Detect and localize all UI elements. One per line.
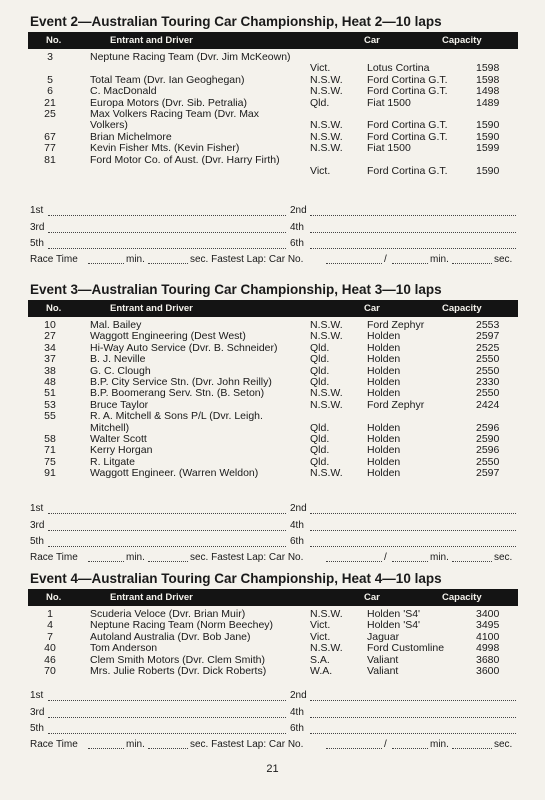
engine-capacity: 2596 (476, 444, 500, 457)
car-number: 1 (47, 608, 53, 620)
entrant-driver: R. Litgate (90, 455, 135, 468)
place-label-sixth: 6th (290, 723, 304, 734)
entrant-driver: Neptune Racing Team (Norm Beechey) (90, 619, 274, 632)
place-label-fifth: 5th (30, 723, 44, 734)
place-label-third: 3rd (30, 519, 45, 531)
result-line (28, 220, 518, 237)
car-number: 40 (44, 642, 56, 655)
state: N.S.W. (310, 142, 343, 155)
header-entrant: Entrant and Driver (110, 35, 193, 46)
car-model: Ford Cortina G.T. (367, 130, 448, 143)
engine-capacity: 2550 (476, 455, 500, 468)
header-no: No. (46, 592, 62, 603)
event-title: Event 4—Australian Touring Car Championship, Heat 4—10 laps (30, 571, 442, 586)
min-label: min. (126, 551, 145, 563)
entrant-driver: Bruce Taylor (90, 398, 149, 411)
header-capacity: Capacity (442, 592, 482, 603)
place-label-second: 2nd (290, 205, 307, 216)
state: N.S.W. (310, 85, 343, 98)
lap-minutes-fill[interactable] (392, 561, 428, 562)
state: W.A. (310, 664, 333, 677)
fill-line-sixth[interactable] (310, 248, 516, 249)
table-row (28, 411, 518, 422)
car-model: Ford Zephyr (367, 398, 425, 411)
lap-minutes-fill[interactable] (392, 748, 428, 749)
state: N.S.W. (310, 608, 343, 620)
event-title: Event 2—Australian Touring Car Championship, Heat 2—10 laps (30, 14, 442, 29)
engine-capacity: 1498 (476, 85, 500, 98)
result-line (28, 721, 518, 738)
car-model: Fiat 1500 (367, 142, 411, 155)
engine-capacity: 1489 (476, 96, 500, 109)
table-row (28, 354, 518, 365)
car-number: 4 (47, 619, 53, 632)
entrant-driver: B. J. Neville (90, 353, 146, 366)
race-time-label: Race Time (30, 551, 78, 563)
sec-fastest-label: sec. Fastest Lap: Car No. (190, 551, 304, 563)
entrant-driver: B.P. Boomerang Serv. Stn. (B. Seton) (90, 387, 265, 400)
place-label-third: 3rd (30, 221, 45, 233)
results-block (28, 203, 518, 267)
race-time-seconds-fill[interactable] (148, 561, 188, 562)
header-entrant: Entrant and Driver (110, 303, 193, 314)
header-entrant: Entrant and Driver (110, 592, 193, 603)
state: S.A. (310, 653, 330, 666)
fill-line-first[interactable] (48, 215, 286, 216)
race-time-seconds-fill[interactable] (148, 263, 188, 264)
lap-seconds-fill[interactable] (452, 263, 492, 264)
entrant-driver: Hi-Way Auto Service (Dvr. B. Schneider) (90, 341, 278, 354)
engine-capacity: 1598 (476, 62, 500, 75)
engine-capacity: 2550 (476, 364, 500, 377)
car-number: 70 (44, 664, 56, 677)
place-label-first: 1st (30, 205, 44, 216)
car-model: Fiat 1500 (367, 96, 411, 109)
lap-min-label: min. (430, 738, 449, 750)
entrant-driver: Walter Scott (90, 432, 147, 445)
table-header (28, 300, 518, 317)
car-number: 7 (47, 630, 53, 643)
car-number: 71 (44, 444, 56, 457)
state: Qld. (310, 455, 330, 468)
state: Vict. (310, 619, 331, 632)
car-model: Holden (367, 375, 401, 388)
car-number: 55 (44, 410, 56, 423)
table-row (28, 143, 518, 154)
car-model: Ford Zephyr (367, 319, 425, 331)
engine-capacity: 2597 (476, 467, 500, 480)
car-model: Holden (367, 364, 401, 377)
fill-line-fourth[interactable] (310, 232, 516, 233)
header-capacity: Capacity (442, 35, 482, 46)
event-section (28, 571, 518, 677)
table-row (28, 52, 518, 63)
header-car: Car (364, 592, 380, 603)
engine-capacity: 3680 (476, 653, 500, 666)
race-time-line (28, 551, 518, 565)
entry-list (28, 52, 518, 177)
fill-line-second[interactable] (310, 513, 516, 514)
lap-min-label: min. (430, 551, 449, 563)
entrant-driver: Volkers) (90, 119, 128, 132)
car-number: 53 (44, 398, 56, 411)
fill-line-second[interactable] (310, 700, 516, 701)
engine-capacity: 1590 (476, 130, 500, 143)
result-line (28, 688, 518, 705)
lap-sec-label: sec. (494, 551, 513, 563)
fill-line-sixth[interactable] (310, 546, 516, 547)
entrant-driver: G. C. Clough (90, 364, 151, 377)
fill-line-sixth[interactable] (310, 733, 516, 734)
race-time-line (28, 253, 518, 267)
entrant-driver: Max Volkers Racing Team (Dvr. Max (90, 107, 260, 120)
header-capacity: Capacity (442, 303, 482, 314)
lap-sec-label: sec. (494, 738, 513, 750)
engine-capacity: 4998 (476, 642, 500, 655)
fill-line-third[interactable] (48, 232, 286, 233)
fill-line-third[interactable] (48, 717, 286, 718)
car-number: 46 (44, 653, 56, 666)
place-label-sixth: 6th (290, 238, 304, 249)
fill-line-first[interactable] (48, 700, 286, 701)
car-model: Holden 'S4' (367, 608, 421, 620)
table-header (28, 32, 518, 49)
car-number: 6 (47, 85, 53, 98)
table-row (28, 643, 518, 654)
fill-line-first[interactable] (48, 513, 286, 514)
lap-seconds-fill[interactable] (452, 748, 492, 749)
engine-capacity: 2424 (476, 398, 500, 411)
state: Qld. (310, 341, 330, 354)
state: Qld. (310, 364, 330, 377)
result-line (28, 236, 518, 253)
result-line (28, 501, 518, 518)
state: Qld. (310, 96, 330, 109)
table-row (28, 166, 518, 177)
page-number: 21 (266, 763, 279, 775)
entrant-driver: Ford Motor Co. of Aust. (Dvr. Harry Firth) (90, 153, 280, 166)
state: Qld. (310, 421, 330, 434)
place-label-fourth: 4th (290, 706, 304, 718)
entrant-driver: R. A. Mitchell & Sons P/L (Dvr. Leigh. (90, 410, 263, 423)
lap-min-label: min. (430, 253, 449, 265)
car-number: 27 (44, 330, 56, 343)
state: Qld. (310, 375, 330, 388)
engine-capacity: 3600 (476, 664, 500, 677)
place-label-fifth: 5th (30, 536, 44, 547)
fill-line-fifth[interactable] (48, 546, 286, 547)
car-model: Ford Cortina G.T. (367, 164, 448, 177)
car-number-fill[interactable] (326, 263, 382, 264)
car-number: 75 (44, 455, 56, 468)
engine-capacity: 2550 (476, 353, 500, 366)
place-label-fourth: 4th (290, 519, 304, 531)
fill-line-fourth[interactable] (310, 717, 516, 718)
entrant-driver: Autoland Australia (Dvr. Bob Jane) (90, 630, 251, 643)
state: N.S.W. (310, 119, 343, 132)
car-model: Valiant (367, 653, 399, 666)
car-number: 5 (47, 73, 53, 86)
place-label-second: 2nd (290, 690, 307, 701)
car-model: Jaguar (367, 630, 400, 643)
car-model: Ford Cortina G.T. (367, 119, 448, 132)
state: N.S.W. (310, 330, 343, 343)
entrant-driver: Brian Michelmore (90, 130, 172, 143)
place-label-second: 2nd (290, 503, 307, 514)
place-label-sixth: 6th (290, 536, 304, 547)
car-model: Ford Customline (367, 642, 445, 655)
car-number: 67 (44, 130, 56, 143)
place-label-fifth: 5th (30, 238, 44, 249)
event-title: Event 3—Australian Touring Car Championship, Heat 3—10 laps (30, 282, 442, 297)
state: Vict. (310, 62, 331, 75)
state: N.S.W. (310, 130, 343, 143)
engine-capacity: 1598 (476, 73, 500, 86)
entrant-driver: Tom Anderson (90, 642, 158, 655)
race-time-line (28, 738, 518, 752)
header-car: Car (364, 35, 380, 46)
slash-label: / (384, 253, 387, 265)
car-number-fill[interactable] (326, 748, 382, 749)
engine-capacity: 4100 (476, 630, 500, 643)
race-time-minutes-fill[interactable] (88, 748, 124, 749)
state: Qld. (310, 353, 330, 366)
car-number: 10 (44, 319, 56, 331)
fill-line-third[interactable] (48, 530, 286, 531)
lap-seconds-fill[interactable] (452, 561, 492, 562)
car-model: Holden (367, 421, 401, 434)
table-row (28, 468, 518, 479)
car-number: 58 (44, 432, 56, 445)
table-row (28, 86, 518, 97)
car-model: Holden (367, 467, 401, 480)
results-block (28, 688, 518, 752)
entrant-driver: Kerry Horgan (90, 444, 153, 457)
engine-capacity: 2553 (476, 319, 500, 331)
car-model: Ford Cortina G.T. (367, 85, 448, 98)
entrant-driver: Waggott Engineer. (Warren Weldon) (90, 467, 259, 480)
min-label: min. (126, 738, 145, 750)
lap-minutes-fill[interactable] (392, 263, 428, 264)
state: N.S.W. (310, 319, 343, 331)
race-time-minutes-fill[interactable] (88, 561, 124, 562)
entry-list (28, 320, 518, 479)
car-number: 77 (44, 142, 56, 155)
car-model: Lotus Cortina (367, 62, 430, 75)
result-line (28, 518, 518, 535)
result-line (28, 203, 518, 220)
car-number: 91 (44, 467, 56, 480)
engine-capacity: 3495 (476, 619, 500, 632)
engine-capacity: 1590 (476, 119, 500, 132)
entrant-driver: Total Team (Dvr. Ian Geoghegan) (90, 73, 245, 86)
car-number-fill[interactable] (326, 561, 382, 562)
entrant-driver: Mitchell) (90, 421, 130, 434)
min-label: min. (126, 253, 145, 265)
entrant-driver: B.P. City Service Stn. (Dvr. John Reilly) (90, 375, 272, 388)
state: Vict. (310, 164, 331, 177)
place-label-first: 1st (30, 690, 44, 701)
car-model: Holden 'S4' (367, 619, 421, 632)
event-section (28, 282, 518, 479)
car-number: 3 (47, 51, 53, 63)
car-model: Holden (367, 353, 401, 366)
engine-capacity: 1590 (476, 164, 500, 177)
fill-line-fourth[interactable] (310, 530, 516, 531)
result-line (28, 705, 518, 722)
car-model: Holden (367, 387, 401, 400)
car-number: 48 (44, 375, 56, 388)
fill-line-fifth[interactable] (48, 733, 286, 734)
state: Qld. (310, 432, 330, 445)
car-number: 81 (44, 153, 56, 166)
engine-capacity: 2597 (476, 330, 500, 343)
table-row (28, 666, 518, 677)
fill-line-second[interactable] (310, 215, 516, 216)
slash-label: / (384, 551, 387, 563)
state: N.S.W. (310, 467, 343, 480)
event-section (28, 14, 518, 177)
state: N.S.W. (310, 73, 343, 86)
car-number: 37 (44, 353, 56, 366)
entrant-driver: Scuderia Veloce (Dvr. Brian Muir) (90, 608, 246, 620)
sec-fastest-label: sec. Fastest Lap: Car No. (190, 738, 304, 750)
car-model: Holden (367, 341, 401, 354)
entrant-driver: Neptune Racing Team (Dvr. Jim McKeown) (90, 51, 291, 63)
engine-capacity: 2590 (476, 432, 500, 445)
sec-fastest-label: sec. Fastest Lap: Car No. (190, 253, 304, 265)
place-label-first: 1st (30, 503, 44, 514)
car-number: 34 (44, 341, 56, 354)
race-time-minutes-fill[interactable] (88, 263, 124, 264)
car-number: 38 (44, 364, 56, 377)
fill-line-fifth[interactable] (48, 248, 286, 249)
place-label-fourth: 4th (290, 221, 304, 233)
engine-capacity: 2550 (476, 387, 500, 400)
entry-list (28, 609, 518, 677)
entrant-driver: Waggott Engineering (Dest West) (90, 330, 246, 343)
car-number: 51 (44, 387, 56, 400)
lap-sec-label: sec. (494, 253, 513, 265)
car-model: Ford Cortina G.T. (367, 73, 448, 86)
car-model: Holden (367, 455, 401, 468)
table-row (28, 445, 518, 456)
slash-label: / (384, 738, 387, 750)
entrant-driver: Mrs. Julie Roberts (Dvr. Dick Roberts) (90, 664, 267, 677)
header-car: Car (364, 303, 380, 314)
entrant-driver: C. MacDonald (90, 85, 157, 98)
engine-capacity: 2596 (476, 421, 500, 434)
result-line (28, 534, 518, 551)
car-model: Holden (367, 444, 401, 457)
results-block (28, 501, 518, 565)
car-number: 21 (44, 96, 56, 109)
race-time-label: Race Time (30, 253, 78, 265)
table-header (28, 589, 518, 606)
car-model: Holden (367, 330, 401, 343)
engine-capacity: 2330 (476, 375, 500, 388)
car-model: Holden (367, 432, 401, 445)
header-no: No. (46, 303, 62, 314)
race-time-label: Race Time (30, 738, 78, 750)
state: N.S.W. (310, 387, 343, 400)
car-model: Valiant (367, 664, 399, 677)
entrant-driver: Mal. Bailey (90, 319, 142, 331)
entrant-driver: Europa Motors (Dvr. Sib. Petralia) (90, 96, 247, 109)
state: Vict. (310, 630, 331, 643)
engine-capacity: 3400 (476, 608, 500, 620)
place-label-third: 3rd (30, 706, 45, 718)
state: N.S.W. (310, 398, 343, 411)
car-number: 25 (44, 107, 56, 120)
race-time-seconds-fill[interactable] (148, 748, 188, 749)
state: N.S.W. (310, 642, 343, 655)
state: Qld. (310, 444, 330, 457)
engine-capacity: 2525 (476, 341, 500, 354)
entrant-driver: Clem Smith Motors (Dvr. Clem Smith) (90, 653, 266, 666)
engine-capacity: 1599 (476, 142, 500, 155)
header-no: No. (46, 35, 62, 46)
entrant-driver: Kevin Fisher Mts. (Kevin Fisher) (90, 142, 240, 155)
